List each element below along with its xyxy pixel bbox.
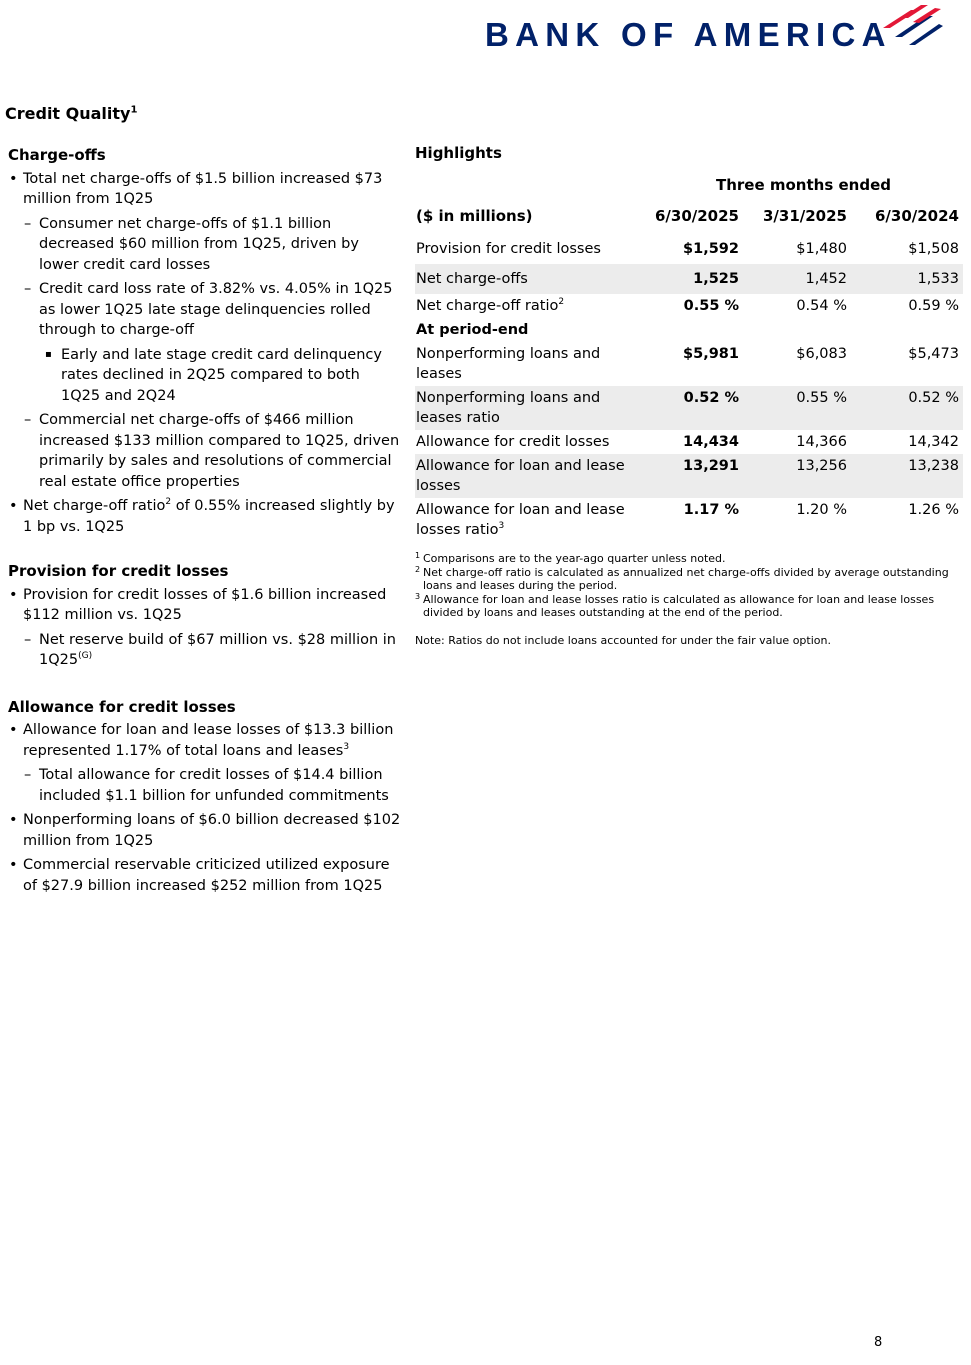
footnote: 2 Net charge-off ratio is calculated as annualized net charge-offs divided by average outstanding loans and leases during the period. [415, 564, 949, 592]
period-header: Three months ended [716, 176, 891, 194]
table-header-row [415, 204, 963, 234]
table-subheader-row: At period-end [416, 322, 529, 338]
bullet: • Allowance for loan and lease losses of $13.3 billion represented 1.17% of total loans and leases$^3$ [8, 720, 403, 761]
bullet: • Commercial reservable criticized utilized exposure of $27.9 billion increased $252 million from 1Q25 [8, 855, 403, 896]
table-row: Allowance for loan and lease losses 13,291 13,256 13,238 [415, 454, 963, 498]
logo-wordmark: BANK OF AMERICA [485, 16, 892, 53]
table-row: Nonperforming loans and leases $5,981 $6,083 $5,473 [416, 346, 959, 382]
page-number: 8 [874, 1335, 883, 1350]
column-header: ($ in millions) [416, 207, 533, 225]
footnotes [415, 552, 965, 620]
table-row: Nonperforming loans and leases ratio 0.52 % 0.55 % 0.52 % [415, 386, 963, 430]
allowance-heading: Allowance for credit losses [8, 697, 236, 716]
flag-icon [881, 2, 943, 52]
highlights-panel [415, 142, 965, 647]
footnote: 3 Allowance for loan and lease losses ratio is calculated as allowance for loan and lease losses divided by loans and leases outstanding at the end of the period. [415, 591, 935, 619]
column-header: 6/30/2024 [874, 207, 959, 225]
sub-bullet: – Total allowance for credit losses of $14.4 billion included $1.1 billion for unfunded commitments [8, 765, 403, 806]
highlights-heading: Highlights [415, 144, 502, 162]
bullet: • Provision for credit losses of $1.6 billion increased $112 million vs. 1Q25 [8, 585, 403, 626]
highlights-table [415, 204, 963, 542]
page-title: Credit Quality$^1$ [5, 104, 138, 123]
table-row: Allowance for credit losses 14,434 14,366 14,342 [416, 434, 959, 450]
charge-offs-heading: Charge-offs [8, 146, 106, 164]
sub-bullet: – Credit card loss rate of 3.82% vs. 4.05% in 1Q25 as lower 1Q25 late stage delinquencies rolled through to charge-off [8, 279, 403, 341]
bullet: • Nonperforming loans of $6.0 billion decreased $102 million from 1Q25 [8, 810, 403, 851]
sub-bullet: – Net reserve build of $67 million vs. $28 million in $1Q25^{(G)}$ [8, 630, 403, 671]
table-row: Net charge-offs 1,525 1,452 1,533 [415, 264, 963, 294]
bullet: • Total net charge-offs of $1.5 billion increased $73 million from 1Q25 [8, 169, 403, 210]
table-row: Provision for credit losses $1,592 $1,480 $1,508 [416, 241, 959, 257]
footnote: 1 Comparisons are to the year-ago quarter unless noted. [415, 551, 726, 565]
ratios-note: Note: Ratios do not include loans accounted for under the fair value option. [415, 633, 831, 647]
provision-heading: Provision for credit losses [8, 562, 229, 580]
sub-bullet: – Commercial net charge-offs of $466 million increased $133 million compared to 1Q25, driven primarily by sales and resolutions of commercial real estate office properties [8, 410, 403, 492]
bank-of-america-logo [485, 2, 971, 52]
column-header: 3/31/2025 [762, 207, 847, 225]
commentary-column [8, 145, 403, 900]
sub-sub-bullet: ▪ Early and late stage credit card delinquency rates declined in 2Q25 compared to both 1Q25 and 2Q24 [8, 345, 403, 407]
table-row: Net charge-off ratio$^2$ 0.55 % 0.54 % 0.59 % [416, 297, 959, 314]
bullet: • Net charge-off ratio$^2$ of 0.55% increased slightly by 1 bp vs. 1Q25 [8, 496, 403, 537]
table-row: Allowance for loan and lease losses ratio$^3$ 1.17 % 1.20 % 1.26 % [416, 502, 959, 538]
column-header: 6/30/2025 [654, 207, 739, 225]
sub-bullet: – Consumer net charge-offs of $1.1 billion decreased $60 million from 1Q25, driven by lower credit card losses [8, 214, 403, 276]
